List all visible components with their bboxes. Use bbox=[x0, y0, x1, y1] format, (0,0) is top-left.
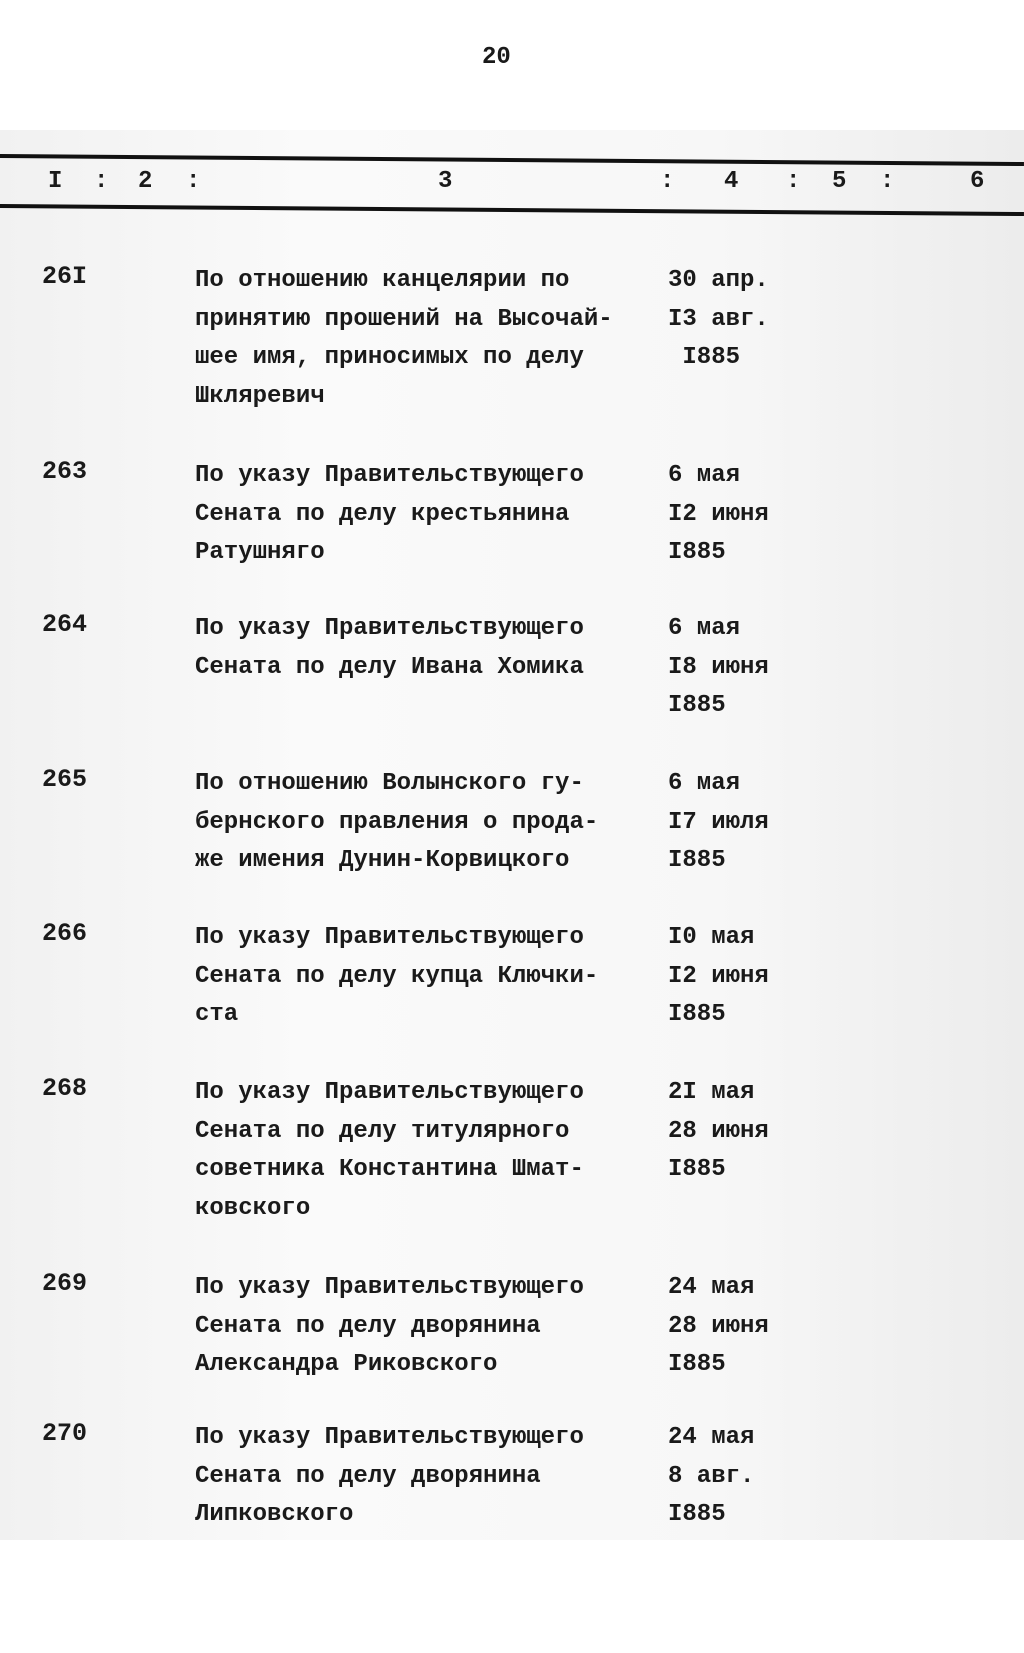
header-sep: : bbox=[94, 168, 109, 195]
record-title bbox=[195, 262, 655, 416]
record-title bbox=[195, 1419, 655, 1535]
record-title bbox=[195, 765, 655, 881]
date-line: I885 bbox=[668, 1156, 726, 1183]
title-line: Сената по делу Ивана Хомика bbox=[195, 653, 584, 681]
record-dates bbox=[668, 610, 769, 726]
header-col-3: 3 bbox=[438, 168, 453, 195]
date-line: 30 апр. bbox=[668, 267, 769, 294]
date-line: 6 мая bbox=[668, 770, 741, 797]
record-dates bbox=[668, 765, 769, 881]
date-line: I885 bbox=[668, 1001, 726, 1028]
record-title bbox=[195, 1269, 655, 1385]
title-line: По указу Правительствующего bbox=[195, 1079, 584, 1106]
date-line: I3 авг. bbox=[668, 305, 769, 333]
record-dates bbox=[668, 919, 769, 1035]
date-line: I7 июля bbox=[668, 808, 769, 836]
date-line: 28 июня bbox=[668, 1312, 769, 1340]
date-line: I885 bbox=[668, 1501, 726, 1528]
title-line: По отношению канцелярии по bbox=[195, 267, 570, 294]
record-title bbox=[195, 457, 655, 573]
record-title bbox=[195, 1074, 655, 1228]
record-number: 270 bbox=[42, 1419, 88, 1448]
title-line: Липковского bbox=[195, 1501, 354, 1528]
title-line: бернского правления о прода- bbox=[195, 808, 599, 836]
title-line: Александра Риковского bbox=[195, 1351, 498, 1378]
title-line: По указу Правительствующего bbox=[195, 462, 584, 489]
record-number: 263 bbox=[42, 457, 88, 486]
title-line: шее имя, приносимых по делу bbox=[195, 344, 584, 371]
date-line: I885 bbox=[668, 539, 726, 566]
title-line: Ратушняго bbox=[195, 539, 325, 566]
title-line: же имения Дунин-Корвицкого bbox=[195, 847, 570, 874]
date-line: I2 июня bbox=[668, 962, 769, 990]
date-line: I8 июня bbox=[668, 653, 769, 681]
title-line: принятию прошений на Высочай- bbox=[195, 305, 613, 333]
date-line: I885 bbox=[668, 344, 741, 371]
date-line: 24 мая bbox=[668, 1424, 755, 1451]
title-line: По указу Правительствующего bbox=[195, 1274, 584, 1301]
record-title bbox=[195, 919, 655, 1035]
title-line: Сената по делу дворянина bbox=[195, 1462, 541, 1490]
record-number: 265 bbox=[42, 765, 88, 794]
record-number: 269 bbox=[42, 1269, 88, 1298]
date-line: 24 мая bbox=[668, 1274, 755, 1301]
record-dates bbox=[668, 262, 769, 378]
date-line: I885 bbox=[668, 847, 726, 874]
header-col-4: 4 bbox=[724, 168, 739, 195]
record-dates bbox=[668, 1074, 769, 1190]
title-line: По указу Правительствующего bbox=[195, 924, 584, 951]
date-line: I2 июня bbox=[668, 500, 769, 528]
title-line: Сената по делу титулярного bbox=[195, 1117, 570, 1145]
header-col-5: 5 bbox=[832, 168, 847, 195]
title-line: ковского bbox=[195, 1194, 311, 1222]
record-number: 264 bbox=[42, 610, 88, 639]
header-sep: : bbox=[660, 168, 675, 195]
title-line: советника Константина Шмат- bbox=[195, 1156, 584, 1183]
date-line: 8 авг. bbox=[668, 1462, 755, 1490]
record-number: 266 bbox=[42, 919, 88, 948]
title-line: ста bbox=[195, 1001, 239, 1028]
title-line: По отношению Волынского гу- bbox=[195, 770, 584, 797]
title-line: По указу Правительствующего bbox=[195, 1424, 584, 1451]
title-line: По указу Правительствующего bbox=[195, 615, 584, 642]
header-sep: : bbox=[880, 168, 895, 195]
header-col-6: 6 bbox=[970, 168, 985, 195]
header-col-2: 2 bbox=[138, 168, 153, 195]
record-number: 26I bbox=[42, 262, 88, 291]
record-number: 268 bbox=[42, 1074, 88, 1103]
record-dates bbox=[668, 1419, 754, 1535]
date-line: I885 bbox=[668, 1351, 726, 1378]
record-title bbox=[195, 610, 655, 687]
date-line: 28 июня bbox=[668, 1117, 769, 1145]
header-sep: : bbox=[786, 168, 801, 195]
title-line: Сената по делу дворянина bbox=[195, 1312, 541, 1340]
date-line: 6 мая bbox=[668, 615, 741, 642]
title-line: Сената по делу купца Ключки- bbox=[195, 962, 599, 990]
title-line: Шкляревич bbox=[195, 382, 325, 410]
record-dates bbox=[668, 1269, 769, 1385]
date-line: I885 bbox=[668, 692, 726, 719]
title-line: Сената по делу крестьянина bbox=[195, 500, 570, 528]
record-dates bbox=[668, 457, 769, 573]
header-col-1: I bbox=[48, 168, 63, 195]
date-line: 6 мая bbox=[668, 462, 741, 489]
date-line: 2I мая bbox=[668, 1079, 755, 1106]
date-line: I0 мая bbox=[668, 924, 755, 951]
page-number: 20 bbox=[482, 44, 511, 71]
header-sep: : bbox=[186, 168, 201, 195]
